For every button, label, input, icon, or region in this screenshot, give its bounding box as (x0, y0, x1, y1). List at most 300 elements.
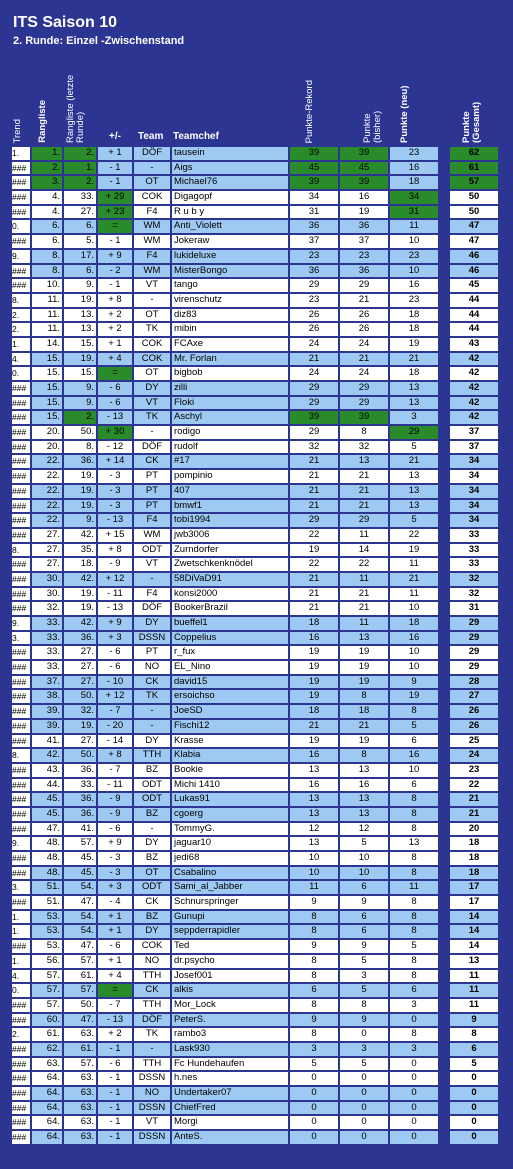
cell-rang: 15. (32, 367, 62, 380)
cell-rang: 48. (32, 867, 62, 880)
table-row (0, 645, 513, 660)
cell-rekord: 29 (290, 397, 338, 410)
cell-rang-last: 47. (64, 940, 96, 953)
table-row (0, 748, 513, 763)
cell-teamchef: david15 (172, 676, 288, 689)
cell-teamchef: Csabalino (172, 867, 288, 880)
cell-rang-last: 5. (64, 235, 96, 248)
table-row (0, 660, 513, 675)
cell-plusminus: - 1 (98, 235, 132, 248)
cell-neu: 19 (390, 690, 438, 703)
cell-plusminus: + 15 (98, 529, 132, 542)
cell-teamchef: rodigo (172, 426, 288, 439)
cell-neu: 8 (390, 896, 438, 909)
cell-teamchef: diz83 (172, 309, 288, 322)
cell-neu: 8 (390, 911, 438, 924)
cell-rekord: 19 (290, 646, 338, 659)
cell-neu: 11 (390, 220, 438, 233)
cell-rekord: 22 (290, 558, 338, 571)
table-row (0, 1027, 513, 1042)
cell-rang: 64. (32, 1072, 62, 1085)
cell-trend: 1. (12, 338, 30, 351)
cell-trend: 8. (12, 294, 30, 307)
cell-trend: ### (12, 1043, 30, 1056)
cell-teamchef: ersoichso (172, 690, 288, 703)
cell-rang-last: 19. (64, 588, 96, 601)
cell-teamchef: bueffel1 (172, 617, 288, 630)
cell-team: DÖF (134, 1014, 170, 1027)
cell-rekord: 36 (290, 220, 338, 233)
cell-bisher: 8 (340, 426, 388, 439)
cell-teamchef: Schnurspringer (172, 896, 288, 909)
cell-gesamt: 33 (450, 558, 498, 571)
table-row (0, 337, 513, 352)
cell-rang-last: 54. (64, 881, 96, 894)
cell-rekord: 34 (290, 191, 338, 204)
cell-trend: ### (12, 485, 30, 498)
cell-team: TK (134, 690, 170, 703)
cell-gesamt: 18 (450, 867, 498, 880)
cell-gesamt: 34 (450, 514, 498, 527)
cell-trend: 9. (12, 250, 30, 263)
cell-teamchef: jedi68 (172, 852, 288, 865)
cell-rang-last: 45. (64, 852, 96, 865)
cell-trend: ### (12, 735, 30, 748)
cell-rekord: 21 (290, 455, 338, 468)
cell-teamchef: PeterS. (172, 1014, 288, 1027)
cell-rekord: 21 (290, 573, 338, 586)
cell-rekord: 21 (290, 720, 338, 733)
table-row (0, 763, 513, 778)
cell-plusminus: - 20 (98, 720, 132, 733)
header-bisher: Punkte (bisher) (362, 110, 383, 143)
table-row (0, 675, 513, 690)
cell-plusminus: - 1 (98, 1043, 132, 1056)
cell-trend: ### (12, 823, 30, 836)
cell-gesamt: 29 (450, 661, 498, 674)
cell-plusminus: - 3 (98, 852, 132, 865)
table-row (0, 278, 513, 293)
cell-trend: ### (12, 235, 30, 248)
cell-bisher: 5 (340, 955, 388, 968)
cell-teamchef: EL_Nino (172, 661, 288, 674)
cell-bisher: 36 (340, 220, 388, 233)
cell-gesamt: 5 (450, 1058, 498, 1071)
cell-neu: 0 (390, 1116, 438, 1129)
cell-plusminus: - 11 (98, 779, 132, 792)
cell-rekord: 21 (290, 470, 338, 483)
cell-trend: ### (12, 162, 30, 175)
cell-trend: ### (12, 720, 30, 733)
cell-team: WM (134, 265, 170, 278)
cell-team: CK (134, 455, 170, 468)
table-row (0, 954, 513, 969)
cell-rang: 39. (32, 720, 62, 733)
cell-trend: ### (12, 1102, 30, 1115)
cell-neu: 18 (390, 323, 438, 336)
cell-bisher: 5 (340, 837, 388, 850)
cell-neu: 18 (390, 176, 438, 189)
cell-rang: 27. (32, 529, 62, 542)
cell-bisher: 10 (340, 867, 388, 880)
cell-trend: ### (12, 896, 30, 909)
cell-bisher: 18 (340, 705, 388, 718)
cell-trend: 9. (12, 617, 30, 630)
cell-teamchef: 58DiVaD91 (172, 573, 288, 586)
table-row (0, 234, 513, 249)
cell-team: - (134, 720, 170, 733)
table-row (0, 778, 513, 793)
cell-rang: 53. (32, 911, 62, 924)
table-row (0, 381, 513, 396)
cell-rekord: 39 (290, 411, 338, 424)
cell-teamchef: cgoerg (172, 808, 288, 821)
cell-rang: 43. (32, 764, 62, 777)
cell-trend: ### (12, 779, 30, 792)
cell-gesamt: 42 (450, 397, 498, 410)
table-row (0, 939, 513, 954)
cell-gesamt: 8 (450, 1028, 498, 1041)
table-row (0, 1101, 513, 1116)
table-row (0, 410, 513, 425)
cell-plusminus: - 14 (98, 735, 132, 748)
cell-gesamt: 6 (450, 1043, 498, 1056)
table-row (0, 440, 513, 455)
cell-plusminus: + 12 (98, 573, 132, 586)
cell-neu: 8 (390, 808, 438, 821)
cell-neu: 5 (390, 940, 438, 953)
cell-gesamt: 14 (450, 911, 498, 924)
cell-bisher: 21 (340, 294, 388, 307)
cell-rang-last: 15. (64, 367, 96, 380)
cell-rang: 14. (32, 338, 62, 351)
cell-rang-last: 33. (64, 779, 96, 792)
cell-rang: 63. (32, 1058, 62, 1071)
cell-rang: 62. (32, 1043, 62, 1056)
cell-bisher: 5 (340, 1058, 388, 1071)
cell-teamchef: Michi 1410 (172, 779, 288, 792)
cell-gesamt: 11 (450, 970, 498, 983)
cell-neu: 0 (390, 1014, 438, 1027)
cell-bisher: 11 (340, 573, 388, 586)
cell-plusminus: - 3 (98, 867, 132, 880)
cell-bisher: 29 (340, 397, 388, 410)
cell-bisher: 13 (340, 632, 388, 645)
cell-neu: 10 (390, 235, 438, 248)
cell-plusminus: - 6 (98, 823, 132, 836)
cell-team: TK (134, 323, 170, 336)
cell-bisher: 22 (340, 558, 388, 571)
cell-rang: 45. (32, 808, 62, 821)
cell-plusminus: - 6 (98, 940, 132, 953)
cell-gesamt: 43 (450, 338, 498, 351)
cell-rang: 1. (32, 147, 62, 160)
cell-plusminus: - 7 (98, 764, 132, 777)
cell-gesamt: 37 (450, 426, 498, 439)
cell-teamchef: JoeSD (172, 705, 288, 718)
table-row (0, 924, 513, 939)
cell-bisher: 9 (340, 940, 388, 953)
cell-trend: ### (12, 573, 30, 586)
cell-gesamt: 50 (450, 206, 498, 219)
cell-neu: 0 (390, 1131, 438, 1144)
cell-rekord: 21 (290, 485, 338, 498)
cell-trend: ### (12, 176, 30, 189)
cell-teamchef: virenschutz (172, 294, 288, 307)
cell-trend: ### (12, 265, 30, 278)
table-row (0, 1130, 513, 1145)
cell-neu: 21 (390, 573, 438, 586)
cell-teamchef: bigbob (172, 367, 288, 380)
cell-bisher: 13 (340, 764, 388, 777)
cell-gesamt: 24 (450, 749, 498, 762)
table-row (0, 969, 513, 984)
cell-rekord: 18 (290, 617, 338, 630)
cell-plusminus: + 1 (98, 911, 132, 924)
cell-neu: 31 (390, 206, 438, 219)
cell-trend: 1. (12, 955, 30, 968)
cell-bisher: 8 (340, 690, 388, 703)
cell-neu: 19 (390, 544, 438, 557)
cell-teamchef: Krasse (172, 735, 288, 748)
cell-neu: 5 (390, 720, 438, 733)
table-row (0, 734, 513, 749)
cell-bisher: 13 (340, 455, 388, 468)
cell-plusminus: - 7 (98, 705, 132, 718)
cell-trend: 9. (12, 837, 30, 850)
cell-team: ODT (134, 779, 170, 792)
cell-teamchef: pompinio (172, 470, 288, 483)
cell-bisher: 13 (340, 808, 388, 821)
cell-rekord: 10 (290, 852, 338, 865)
cell-team: ODT (134, 881, 170, 894)
cell-bisher: 19 (340, 735, 388, 748)
cell-team: ODT (134, 544, 170, 557)
table-row (0, 1115, 513, 1130)
cell-gesamt: 32 (450, 573, 498, 586)
cell-rang: 33. (32, 661, 62, 674)
cell-teamchef: mibin (172, 323, 288, 336)
cell-plusminus: - 13 (98, 411, 132, 424)
cell-trend: ### (12, 191, 30, 204)
cell-trend: ### (12, 867, 30, 880)
cell-gesamt: 23 (450, 764, 498, 777)
header-rangliste: Rangliste (37, 100, 48, 143)
cell-rekord: 3 (290, 1043, 338, 1056)
cell-rang: 30. (32, 573, 62, 586)
cell-rekord: 11 (290, 881, 338, 894)
cell-gesamt: 42 (450, 382, 498, 395)
cell-team: VT (134, 558, 170, 571)
cell-gesamt: 44 (450, 309, 498, 322)
cell-gesamt: 50 (450, 191, 498, 204)
cell-teamchef: lukideluxe (172, 250, 288, 263)
cell-gesamt: 14 (450, 925, 498, 938)
cell-rekord: 19 (290, 676, 338, 689)
cell-gesamt: 46 (450, 265, 498, 278)
cell-neu: 6 (390, 735, 438, 748)
cell-gesamt: 11 (450, 999, 498, 1012)
cell-teamchef: Ted (172, 940, 288, 953)
cell-plusminus: - 6 (98, 1058, 132, 1071)
cell-trend: 4. (12, 970, 30, 983)
cell-teamchef: Mor_Lock (172, 999, 288, 1012)
cell-plusminus: + 12 (98, 690, 132, 703)
cell-teamchef: bmwf1 (172, 500, 288, 513)
cell-team: - (134, 705, 170, 718)
cell-rekord: 0 (290, 1072, 338, 1085)
cell-rang: 64. (32, 1087, 62, 1100)
cell-rang-last: 27. (64, 206, 96, 219)
cell-teamchef: AnteS. (172, 1131, 288, 1144)
cell-neu: 29 (390, 426, 438, 439)
header-plusminus: +/- (109, 131, 121, 142)
cell-rang-last: 50. (64, 690, 96, 703)
cell-rekord: 24 (290, 338, 338, 351)
cell-rekord: 23 (290, 294, 338, 307)
cell-trend: ### (12, 1131, 30, 1144)
cell-teamchef: Jokeraw (172, 235, 288, 248)
table-row (0, 983, 513, 998)
table-header (0, 60, 513, 146)
cell-neu: 13 (390, 485, 438, 498)
cell-plusminus: - 13 (98, 1014, 132, 1027)
cell-teamchef: Lukas91 (172, 793, 288, 806)
cell-teamchef: zilli (172, 382, 288, 395)
cell-team: - (134, 426, 170, 439)
cell-team: BZ (134, 852, 170, 865)
cell-team: DÖF (134, 147, 170, 160)
cell-rang-last: 41. (64, 823, 96, 836)
cell-neu: 5 (390, 514, 438, 527)
cell-rang: 53. (32, 925, 62, 938)
cell-rekord: 9 (290, 896, 338, 909)
cell-rang-last: 27. (64, 661, 96, 674)
cell-plusminus: - 1 (98, 1116, 132, 1129)
cell-rang-last: 42. (64, 573, 96, 586)
cell-team: DSSN (134, 1072, 170, 1085)
cell-rekord: 8 (290, 925, 338, 938)
cell-bisher: 13 (340, 793, 388, 806)
cell-teamchef: Klabia (172, 749, 288, 762)
cell-rekord: 19 (290, 690, 338, 703)
cell-trend: ### (12, 852, 30, 865)
cell-rang: 20. (32, 441, 62, 454)
table-row (0, 704, 513, 719)
cell-team: CK (134, 896, 170, 909)
cell-plusminus: - 1 (98, 1072, 132, 1085)
cell-rang-last: 35. (64, 544, 96, 557)
cell-rang-last: 6. (64, 220, 96, 233)
cell-rekord: 0 (290, 1087, 338, 1100)
cell-gesamt: 34 (450, 470, 498, 483)
cell-bisher: 19 (340, 646, 388, 659)
cell-rang-last: 19. (64, 353, 96, 366)
cell-team: TK (134, 1028, 170, 1041)
cell-bisher: 11 (340, 617, 388, 630)
cell-rang: 48. (32, 837, 62, 850)
cell-trend: ### (12, 455, 30, 468)
cell-rang: 8. (32, 265, 62, 278)
cell-rang: 22. (32, 470, 62, 483)
table-row (0, 396, 513, 411)
cell-rang-last: 19. (64, 602, 96, 615)
cell-teamchef: Aigs (172, 162, 288, 175)
cell-neu: 3 (390, 411, 438, 424)
cell-rekord: 23 (290, 250, 338, 263)
cell-bisher: 23 (340, 250, 388, 263)
cell-team: DY (134, 837, 170, 850)
table-row (0, 792, 513, 807)
cell-neu: 8 (390, 867, 438, 880)
cell-neu: 21 (390, 455, 438, 468)
table-row (0, 895, 513, 910)
cell-team: DSSN (134, 1131, 170, 1144)
cell-plusminus: - 9 (98, 808, 132, 821)
cell-teamchef: jwb3006 (172, 529, 288, 542)
cell-team: - (134, 573, 170, 586)
cell-rekord: 21 (290, 588, 338, 601)
cell-team: TTH (134, 749, 170, 762)
cell-rang: 11. (32, 294, 62, 307)
cell-trend: ### (12, 411, 30, 424)
cell-rang: 22. (32, 500, 62, 513)
cell-rang: 6. (32, 235, 62, 248)
cell-rekord: 13 (290, 837, 338, 850)
cell-neu: 10 (390, 764, 438, 777)
table-row (0, 1013, 513, 1028)
cell-rang: 8. (32, 250, 62, 263)
cell-teamchef: Gunupi (172, 911, 288, 924)
cell-team: DY (134, 617, 170, 630)
cell-gesamt: 42 (450, 367, 498, 380)
cell-trend: ### (12, 1116, 30, 1129)
cell-neu: 6 (390, 779, 438, 792)
cell-plusminus: + 2 (98, 323, 132, 336)
cell-rekord: 0 (290, 1116, 338, 1129)
cell-rang: 51. (32, 881, 62, 894)
cell-plusminus: + 3 (98, 881, 132, 894)
cell-gesamt: 0 (450, 1131, 498, 1144)
cell-neu: 8 (390, 955, 438, 968)
cell-rang: 41. (32, 735, 62, 748)
cell-rekord: 32 (290, 441, 338, 454)
cell-plusminus: = (98, 367, 132, 380)
cell-team: COK (134, 940, 170, 953)
cell-gesamt: 45 (450, 279, 498, 292)
table-row (0, 249, 513, 264)
cell-rang-last: 45. (64, 867, 96, 880)
cell-rang-last: 50. (64, 749, 96, 762)
cell-rang: 27. (32, 544, 62, 557)
table-row (0, 205, 513, 220)
cell-rang: 38. (32, 690, 62, 703)
cell-trend: 0. (12, 220, 30, 233)
cell-neu: 10 (390, 265, 438, 278)
cell-rang-last: 54. (64, 911, 96, 924)
cell-neu: 13 (390, 837, 438, 850)
cell-rang-last: 36. (64, 455, 96, 468)
cell-bisher: 39 (340, 176, 388, 189)
cell-neu: 0 (390, 1072, 438, 1085)
table-row (0, 322, 513, 337)
cell-rekord: 12 (290, 823, 338, 836)
cell-trend: ### (12, 397, 30, 410)
cell-team: CK (134, 676, 170, 689)
table-row (0, 543, 513, 558)
cell-neu: 0 (390, 1102, 438, 1115)
cell-rang: 20. (32, 426, 62, 439)
